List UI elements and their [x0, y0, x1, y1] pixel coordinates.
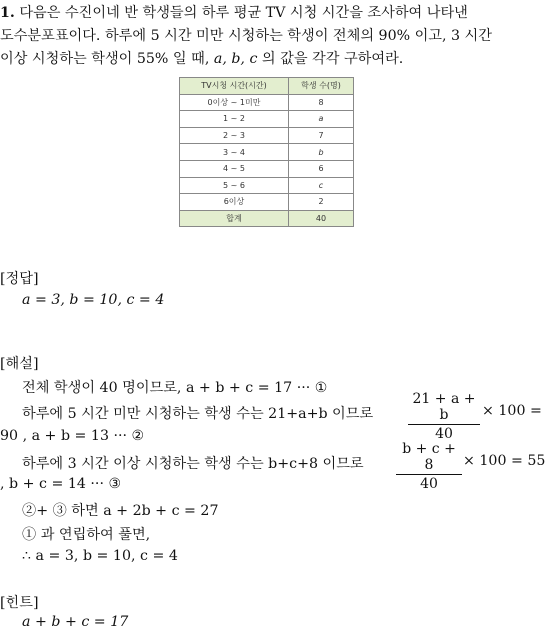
problem-text-3a: 이상 시청하는 학생이 55% 일 때,	[0, 51, 214, 67]
problem-line-2: 도수분포표이다. 하루에 5 시간 미만 시청하는 학생이 전체의 90% 이고, 3 시간	[0, 28, 492, 44]
explanation-line-4-tail: × 100 = 55	[463, 453, 545, 469]
row-count: 8	[289, 94, 354, 111]
table-row	[180, 94, 354, 111]
row-range: 2 ~ 3	[180, 127, 289, 144]
row-range: 4 ~ 5	[180, 160, 289, 177]
explanation-line-1: 전체 학생이 40 명이므로, a + b + c = 17 ··· ①	[22, 380, 328, 396]
explanation-label: [해설]	[0, 356, 39, 372]
explanation-line-8: ∴ a = 3, b = 10, c = 4	[22, 548, 178, 564]
fraction-2	[396, 441, 462, 492]
explanation-line-4: 하루에 3 시간 이상 시청하는 학생 수는 b+c+8 이므로	[22, 456, 364, 472]
explanation-line-6: ②+ ③ 하면 a + 2b + c = 27	[22, 503, 219, 519]
frequency-table	[179, 77, 354, 227]
row-count: 2	[289, 194, 354, 211]
row-range: 1 ~ 2	[180, 111, 289, 128]
header-count: 학생 수(명)	[289, 78, 354, 95]
answer-text: a = 3, b = 10, c = 4	[22, 292, 165, 308]
table-row	[180, 111, 354, 128]
problem-variables: a, b, c	[213, 51, 258, 67]
row-range: 3 ~ 4	[180, 144, 289, 161]
explanation-line-2-tail: × 100 =	[482, 403, 542, 419]
explanation-line-5: , b + c = 14 ··· ③	[0, 476, 122, 492]
answer-label: [정답]	[0, 271, 39, 287]
row-count: b	[289, 144, 354, 161]
explanation-line-7: ① 과 연립하여 풀면,	[22, 527, 151, 543]
fraction-2-denominator: 40	[420, 476, 438, 492]
fraction-2-bar	[396, 474, 462, 475]
row-range: 5 ~ 6	[180, 177, 289, 194]
row-range: 6이상	[180, 194, 289, 211]
fraction-1-denominator: 40	[435, 426, 453, 442]
row-count: c	[289, 177, 354, 194]
table-row	[180, 160, 354, 177]
explanation-line-2: 하루에 5 시간 미만 시청하는 학생 수는 21+a+b 이므로	[22, 406, 374, 422]
fraction-2-numerator: b + c + 8	[402, 441, 456, 473]
table-total-row	[180, 210, 354, 227]
hint-label: [힌트]	[0, 595, 39, 611]
table-row	[180, 177, 354, 194]
row-count: 7	[289, 127, 354, 144]
fraction-1-bar	[408, 424, 480, 425]
problem-text-3b: 의 값을 각각 구하여라.	[257, 51, 404, 67]
problem-line-1	[0, 2, 468, 22]
hint-text: a + b + c = 17	[22, 614, 129, 630]
table-row	[180, 144, 354, 161]
table-header-row	[180, 78, 354, 95]
fraction-1	[408, 391, 480, 442]
explanation-line-3: 90 , a + b = 13 ··· ②	[0, 428, 145, 444]
total-value: 40	[289, 210, 354, 227]
fraction-1-numerator: 21 + a + b	[412, 391, 476, 423]
row-count: 6	[289, 160, 354, 177]
header-time: TV시청 시간(시간)	[180, 78, 289, 95]
row-range: 0이상 ~ 1미만	[180, 94, 289, 111]
problem-line-3	[0, 48, 403, 68]
table-row	[180, 194, 354, 211]
problem-text-1: 다음은 수진이네 반 학생들의 하루 평균 TV 시청 시간을 조사하여 나타낸	[19, 5, 468, 21]
table-row	[180, 127, 354, 144]
total-label: 합계	[180, 210, 289, 227]
problem-number: 1.	[0, 5, 15, 21]
row-count: a	[289, 111, 354, 128]
